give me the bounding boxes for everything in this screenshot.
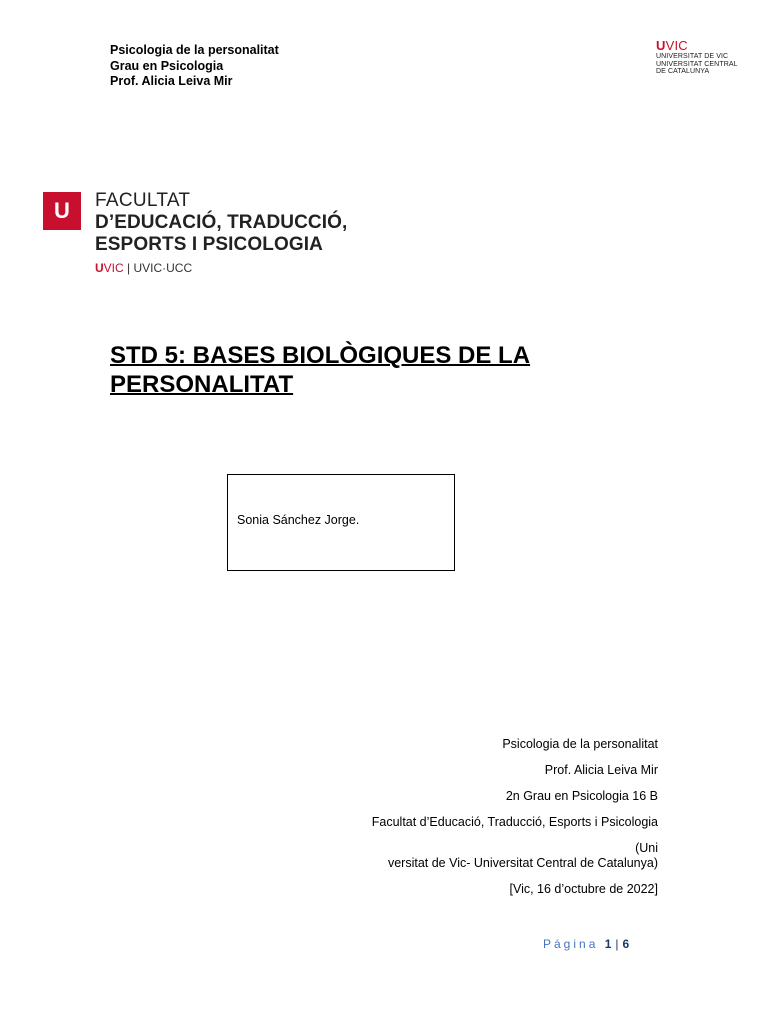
uvic-logo-sub1: UNIVERSITAT DE VIC xyxy=(656,53,729,60)
info-course: Psicologia de la personalitat xyxy=(502,737,658,751)
info-block xyxy=(278,737,658,908)
faculty-sub-brand: UVIC | UVIC·UCC xyxy=(95,261,193,275)
footer-page-number: 1 xyxy=(604,937,612,951)
info-group: 2n Grau en Psicologia 16 B xyxy=(505,789,658,803)
header-left xyxy=(110,43,279,90)
page-footer xyxy=(543,937,629,951)
faculty-name xyxy=(95,190,347,256)
faculty-line2: D’EDUCACIÓ, TRADUCCIÓ, xyxy=(95,212,348,233)
document-title: STD 5: BASES BIOLÒGIQUES DE LA PERSONALITAT xyxy=(110,342,531,398)
faculty-line1: FACULTAT xyxy=(95,190,191,211)
info-university: (Uni versitat de Vic- Universitat Central de Catalunya) xyxy=(387,841,658,870)
header-degree: Grau en Psicologia xyxy=(110,58,224,73)
uvic-logo-sub2: UNIVERSITAT CENTRAL xyxy=(656,60,738,68)
info-faculty: Facultat d’Educació, Traducció, Esports i Psicologia xyxy=(371,815,658,829)
faculty-line3: ESPORTS I PSICOLOGIA xyxy=(95,234,323,255)
uvic-logo-brand: UVIC xyxy=(656,38,688,53)
uvic-logo-sub3: DE CATALUNYA xyxy=(656,68,710,76)
author-box xyxy=(227,474,455,571)
uvic-logo xyxy=(656,39,738,76)
info-professor: Prof. Alicia Leiva Mir xyxy=(544,763,658,777)
author-name: Sonia Sánchez Jorge. xyxy=(237,513,360,527)
footer-label: Página xyxy=(543,937,599,951)
faculty-logo-icon: U xyxy=(43,192,81,230)
footer-separator: | xyxy=(615,937,619,951)
info-date: [Vic, 16 d’octubre de 2022] xyxy=(509,882,658,896)
header-professor: Prof. Alicia Leiva Mir xyxy=(110,74,233,88)
header-course: Psicologia de la personalitat xyxy=(110,43,279,57)
footer-total-pages: 6 xyxy=(622,937,630,951)
